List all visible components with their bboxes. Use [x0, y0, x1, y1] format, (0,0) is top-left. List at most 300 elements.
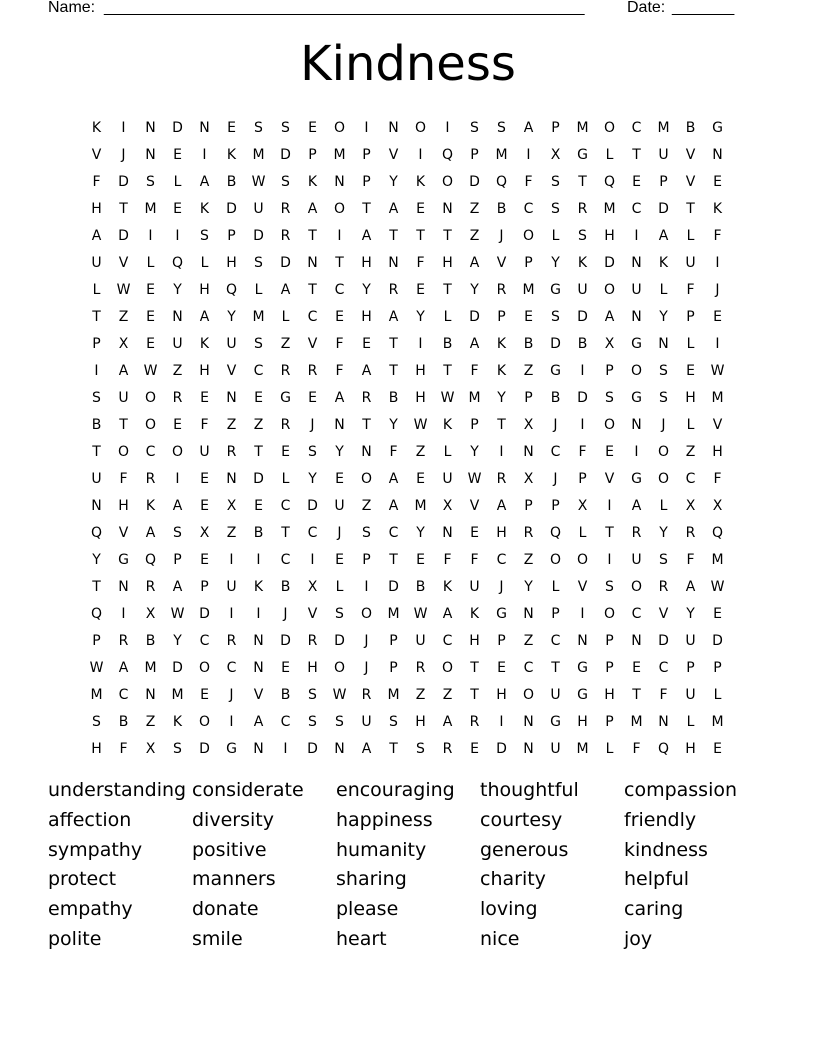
grid-letter: X	[712, 497, 723, 514]
grid-letter: A	[334, 389, 345, 406]
grid-letter: Z	[118, 308, 129, 325]
grid-letter: F	[389, 443, 398, 460]
grid-letter: A	[523, 119, 534, 136]
grid-letter: N	[658, 335, 669, 352]
grid-letter: K	[172, 713, 183, 730]
grid-letter: N	[631, 416, 642, 433]
grid-letter: E	[335, 308, 344, 325]
grid-letter: U	[91, 470, 102, 487]
grid-letter: X	[307, 578, 318, 595]
grid-letter: H	[415, 362, 426, 379]
grid-letter: B	[226, 173, 237, 190]
grid-letter: C	[523, 659, 534, 676]
grid-letter: Z	[280, 335, 291, 352]
grid-letter: E	[416, 551, 425, 568]
grid-letter: Z	[415, 443, 426, 460]
grid-letter: D	[118, 173, 129, 190]
grid-letter: D	[253, 227, 264, 244]
grid-letter: P	[524, 389, 533, 406]
grid-letter: I	[526, 146, 531, 163]
grid-letter: C	[307, 308, 318, 325]
grid-letter: E	[146, 281, 155, 298]
grid-letter: K	[496, 335, 507, 352]
grid-letter: Q	[711, 524, 724, 541]
grid-letter: X	[145, 740, 156, 757]
word-list-item: affection	[48, 808, 132, 831]
grid-letter: H	[199, 362, 210, 379]
grid-letter: I	[229, 551, 234, 568]
grid-letter: D	[226, 200, 237, 217]
grid-letter: I	[121, 119, 126, 136]
grid-letter: O	[630, 578, 643, 595]
grid-letter: B	[280, 578, 291, 595]
grid-letter: W	[710, 578, 725, 595]
grid-letter: A	[604, 308, 615, 325]
grid-letter: K	[307, 173, 318, 190]
grid-letter: K	[442, 578, 453, 595]
grid-letter: V	[658, 605, 669, 622]
grid-letter: Q	[495, 173, 508, 190]
grid-letter: Q	[603, 173, 616, 190]
grid-letter: D	[280, 632, 291, 649]
grid-letter: W	[440, 389, 455, 406]
word-list-item: smile	[192, 927, 243, 950]
grid-letter: E	[173, 146, 182, 163]
grid-letter: T	[497, 416, 506, 433]
grid-letter: I	[364, 578, 369, 595]
grid-letter: P	[173, 551, 182, 568]
grid-letter: S	[605, 578, 614, 595]
grid-letter: K	[91, 119, 102, 136]
grid-letter: M	[387, 686, 400, 703]
grid-letter: R	[280, 362, 291, 379]
grid-letter: H	[91, 740, 102, 757]
grid-letter: S	[281, 173, 290, 190]
grid-letter: Q	[549, 524, 562, 541]
grid-letter: K	[199, 200, 210, 217]
grid-letter: L	[92, 281, 101, 298]
grid-letter: E	[362, 335, 371, 352]
grid-letter: I	[607, 551, 612, 568]
grid-letter: M	[495, 146, 508, 163]
grid-letter: D	[388, 578, 399, 595]
grid-letter: A	[172, 578, 183, 595]
grid-letter: Y	[416, 524, 425, 541]
grid-letter: X	[145, 605, 156, 622]
grid-letter: J	[121, 146, 126, 163]
grid-letter: Q	[171, 254, 184, 271]
grid-letter: T	[308, 281, 317, 298]
grid-letter: T	[632, 146, 641, 163]
grid-letter: L	[281, 470, 290, 487]
name-label: Name:	[48, 0, 96, 16]
grid-letter: A	[658, 227, 669, 244]
grid-letter: G	[550, 281, 561, 298]
word-list-item: encouraging	[336, 779, 455, 801]
grid-letter: F	[686, 281, 695, 298]
grid-letter: B	[388, 389, 399, 406]
grid-letter: O	[522, 227, 535, 244]
grid-letter: P	[362, 173, 371, 190]
grid-letter: D	[199, 740, 210, 757]
grid-letter: D	[577, 308, 588, 325]
grid-letter: G	[226, 740, 237, 757]
grid-letter: A	[388, 470, 399, 487]
grid-letter: X	[604, 335, 615, 352]
grid-letter: D	[469, 173, 480, 190]
grid-letter: S	[254, 335, 263, 352]
grid-letter: G	[280, 389, 291, 406]
grid-letter: B	[145, 632, 156, 649]
grid-letter: H	[496, 686, 507, 703]
grid-letter: A	[145, 524, 156, 541]
grid-letter: O	[657, 470, 670, 487]
grid-letter: A	[199, 173, 210, 190]
grid-letter: A	[388, 497, 399, 514]
grid-letter: B	[280, 686, 291, 703]
grid-letter: S	[200, 227, 209, 244]
grid-letter: R	[658, 578, 669, 595]
grid-letter: N	[307, 254, 318, 271]
grid-letter: U	[226, 335, 237, 352]
grid-letter: B	[496, 200, 507, 217]
grid-letter: G	[577, 686, 588, 703]
grid-letter: G	[577, 146, 588, 163]
grid-letter: N	[172, 308, 183, 325]
grid-letter: T	[578, 173, 587, 190]
grid-letter: O	[360, 605, 373, 622]
grid-letter: F	[92, 173, 101, 190]
grid-letter: V	[712, 416, 723, 433]
grid-letter: E	[335, 551, 344, 568]
grid-letter: O	[198, 659, 211, 676]
grid-letter: H	[496, 524, 507, 541]
grid-letter: D	[334, 632, 345, 649]
grid-letter: M	[333, 146, 346, 163]
grid-letter: P	[389, 632, 398, 649]
grid-letter: U	[334, 497, 345, 514]
grid-letter: C	[442, 632, 453, 649]
grid-letter: T	[335, 254, 344, 271]
grid-letter: Y	[173, 632, 182, 649]
grid-letter: J	[499, 578, 504, 595]
grid-letter: W	[89, 659, 104, 676]
grid-letter: N	[712, 146, 723, 163]
word-list-item: sharing	[336, 868, 407, 891]
grid-letter: T	[281, 524, 290, 541]
grid-letter: O	[657, 443, 670, 460]
grid-letter: P	[470, 146, 479, 163]
grid-letter: N	[631, 308, 642, 325]
grid-letter: I	[94, 362, 99, 379]
grid-letter: O	[333, 119, 346, 136]
grid-letter: G	[712, 119, 723, 136]
grid-letter: I	[229, 605, 234, 622]
grid-letter: T	[443, 362, 452, 379]
grid-letter: O	[360, 470, 373, 487]
grid-letter: E	[713, 740, 722, 757]
grid-letter: Z	[172, 362, 183, 379]
grid-letter: C	[496, 551, 507, 568]
grid-letter: W	[710, 362, 725, 379]
word-list-item: sympathy	[48, 838, 143, 861]
grid-letter: Q	[90, 524, 103, 541]
grid-letter: E	[200, 389, 209, 406]
grid-letter: T	[92, 443, 101, 460]
grid-letter: E	[335, 470, 344, 487]
grid-letter: Y	[389, 173, 398, 190]
grid-letter: S	[173, 740, 182, 757]
grid-letter: Y	[416, 308, 425, 325]
grid-letter: W	[143, 362, 158, 379]
grid-letter: E	[308, 119, 317, 136]
grid-letter: D	[199, 605, 210, 622]
grid-letter: I	[310, 551, 315, 568]
grid-letter: J	[364, 632, 369, 649]
word-list-item: generous	[480, 838, 569, 861]
grid-letter: Q	[441, 146, 454, 163]
grid-letter: A	[685, 578, 696, 595]
grid-letter: N	[334, 173, 345, 190]
grid-letter: I	[715, 254, 720, 271]
grid-letter: N	[442, 200, 453, 217]
grid-letter: S	[173, 524, 182, 541]
grid-letter: I	[337, 227, 342, 244]
grid-letter: Z	[226, 416, 237, 433]
grid-letter: U	[226, 578, 237, 595]
grid-letter: W	[413, 605, 428, 622]
grid-letter: V	[685, 173, 696, 190]
grid-letter: M	[144, 659, 157, 676]
grid-letter: U	[469, 578, 480, 595]
grid-letter: D	[712, 632, 723, 649]
grid-letter: T	[119, 200, 128, 217]
grid-letter: C	[280, 497, 291, 514]
grid-letter: C	[523, 200, 534, 217]
grid-letter: Z	[523, 362, 534, 379]
grid-letter: V	[118, 524, 129, 541]
word-list-item: polite	[48, 927, 102, 950]
grid-letter: X	[550, 146, 561, 163]
grid-letter: A	[253, 713, 264, 730]
grid-letter: P	[92, 632, 101, 649]
grid-letter: Y	[659, 524, 668, 541]
grid-letter: N	[334, 416, 345, 433]
grid-letter: R	[280, 416, 291, 433]
grid-letter: H	[91, 200, 102, 217]
grid-letter: S	[389, 713, 398, 730]
grid-letter: O	[171, 443, 184, 460]
grid-letter: M	[414, 497, 427, 514]
grid-letter: D	[604, 254, 615, 271]
grid-letter: F	[119, 740, 128, 757]
grid-letter: B	[685, 119, 696, 136]
grid-letter: R	[442, 740, 453, 757]
grid-letter: G	[577, 659, 588, 676]
grid-letter: C	[226, 659, 237, 676]
word-list-item: compassion	[624, 779, 738, 801]
grid-letter: I	[634, 443, 639, 460]
grid-letter: F	[335, 362, 344, 379]
grid-letter: L	[443, 443, 452, 460]
grid-letter: J	[229, 686, 234, 703]
grid-letter: E	[470, 524, 479, 541]
grid-letter: B	[118, 713, 129, 730]
grid-letter: R	[685, 524, 696, 541]
grid-letter: P	[551, 605, 560, 622]
grid-letter: U	[442, 470, 453, 487]
grid-letter: Y	[470, 281, 479, 298]
word-list-item: caring	[624, 898, 684, 921]
grid-letter: A	[91, 227, 102, 244]
grid-letter: D	[280, 146, 291, 163]
grid-letter: S	[335, 605, 344, 622]
grid-letter: D	[172, 659, 183, 676]
grid-letter: N	[523, 740, 534, 757]
grid-letter: U	[685, 254, 696, 271]
grid-letter: G	[631, 389, 642, 406]
grid-letter: O	[603, 605, 616, 622]
grid-letter: B	[577, 335, 588, 352]
grid-letter: E	[713, 308, 722, 325]
grid-letter: T	[308, 227, 317, 244]
grid-letter: Y	[497, 389, 506, 406]
grid-letter: I	[364, 119, 369, 136]
word-list-item: diversity	[192, 808, 274, 831]
word-list-item: protect	[48, 868, 117, 891]
grid-letter: Y	[470, 443, 479, 460]
grid-letter: C	[685, 470, 696, 487]
grid-letter: E	[497, 659, 506, 676]
grid-letter: R	[361, 389, 372, 406]
grid-letter: X	[199, 524, 210, 541]
grid-letter: M	[252, 146, 265, 163]
grid-letter: S	[335, 713, 344, 730]
grid-letter: R	[496, 281, 507, 298]
grid-letter: A	[172, 497, 183, 514]
grid-letter: C	[631, 200, 642, 217]
grid-letter: H	[361, 308, 372, 325]
grid-letter: N	[631, 632, 642, 649]
grid-letter: Q	[144, 551, 157, 568]
grid-letter: C	[334, 281, 345, 298]
grid-letter: N	[145, 146, 156, 163]
grid-letter: E	[632, 173, 641, 190]
grid-letter: A	[496, 497, 507, 514]
grid-letter: F	[470, 362, 479, 379]
grid-letter: M	[657, 119, 670, 136]
grid-letter: S	[281, 119, 290, 136]
grid-letter: R	[469, 713, 480, 730]
grid-letter: Y	[227, 308, 236, 325]
grid-letter: O	[603, 119, 616, 136]
grid-letter: H	[469, 632, 480, 649]
grid-letter: H	[577, 713, 588, 730]
grid-letter: E	[146, 308, 155, 325]
page-title: Kindness	[300, 36, 516, 92]
grid-letter: R	[523, 524, 534, 541]
grid-letter: R	[361, 686, 372, 703]
grid-letter: E	[173, 416, 182, 433]
grid-letter: P	[524, 254, 533, 271]
grid-letter: F	[632, 740, 641, 757]
grid-letter: S	[551, 308, 560, 325]
grid-letter: C	[550, 443, 561, 460]
word-list-item: considerate	[192, 779, 304, 801]
grid-letter: M	[603, 200, 616, 217]
word-list-item: charity	[480, 868, 546, 891]
word-list-item: positive	[192, 838, 267, 861]
grid-letter: M	[144, 200, 157, 217]
grid-letter: I	[175, 470, 180, 487]
grid-letter: S	[416, 740, 425, 757]
grid-letter: Z	[469, 200, 480, 217]
word-list-item: manners	[192, 868, 276, 891]
grid-letter: E	[470, 740, 479, 757]
grid-letter: O	[333, 659, 346, 676]
grid-letter: S	[551, 173, 560, 190]
grid-letter: P	[92, 335, 101, 352]
grid-letter: C	[631, 605, 642, 622]
grid-letter: M	[576, 119, 589, 136]
grid-letter: B	[415, 578, 426, 595]
grid-letter: P	[605, 632, 614, 649]
grid-letter: S	[254, 254, 263, 271]
grid-letter: B	[523, 335, 534, 352]
grid-letter: D	[118, 227, 129, 244]
grid-letter: L	[686, 227, 695, 244]
grid-letter: A	[388, 308, 399, 325]
grid-letter: R	[388, 281, 399, 298]
grid-letter: O	[522, 686, 535, 703]
grid-letter: E	[281, 443, 290, 460]
grid-letter: L	[551, 578, 560, 595]
grid-letter: L	[686, 416, 695, 433]
grid-letter: U	[172, 335, 183, 352]
grid-letter: M	[711, 713, 724, 730]
grid-letter: N	[226, 389, 237, 406]
grid-letter: P	[308, 146, 317, 163]
grid-letter: D	[658, 200, 669, 217]
grid-letter: F	[200, 416, 209, 433]
grid-letter: E	[200, 497, 209, 514]
grid-letter: P	[389, 659, 398, 676]
grid-letter: E	[146, 335, 155, 352]
grid-letter: Y	[173, 281, 182, 298]
grid-letter: H	[685, 389, 696, 406]
grid-letter: Z	[226, 524, 237, 541]
grid-letter: Q	[225, 281, 238, 298]
grid-letter: X	[118, 335, 129, 352]
grid-letter: R	[226, 632, 237, 649]
grid-letter: K	[658, 254, 669, 271]
grid-letter: Z	[469, 227, 480, 244]
grid-letter: C	[388, 524, 399, 541]
grid-letter: L	[443, 308, 452, 325]
grid-letter: L	[281, 308, 290, 325]
grid-letter: O	[549, 551, 562, 568]
grid-letter: V	[118, 254, 129, 271]
grid-letter: O	[117, 443, 130, 460]
grid-letter: E	[605, 443, 614, 460]
grid-letter: G	[631, 335, 642, 352]
grid-letter: B	[442, 335, 453, 352]
word-list-item: empathy	[48, 898, 133, 921]
grid-letter: F	[470, 551, 479, 568]
grid-letter: K	[199, 335, 210, 352]
word-list-item: happiness	[336, 808, 433, 831]
grid-letter: P	[497, 632, 506, 649]
